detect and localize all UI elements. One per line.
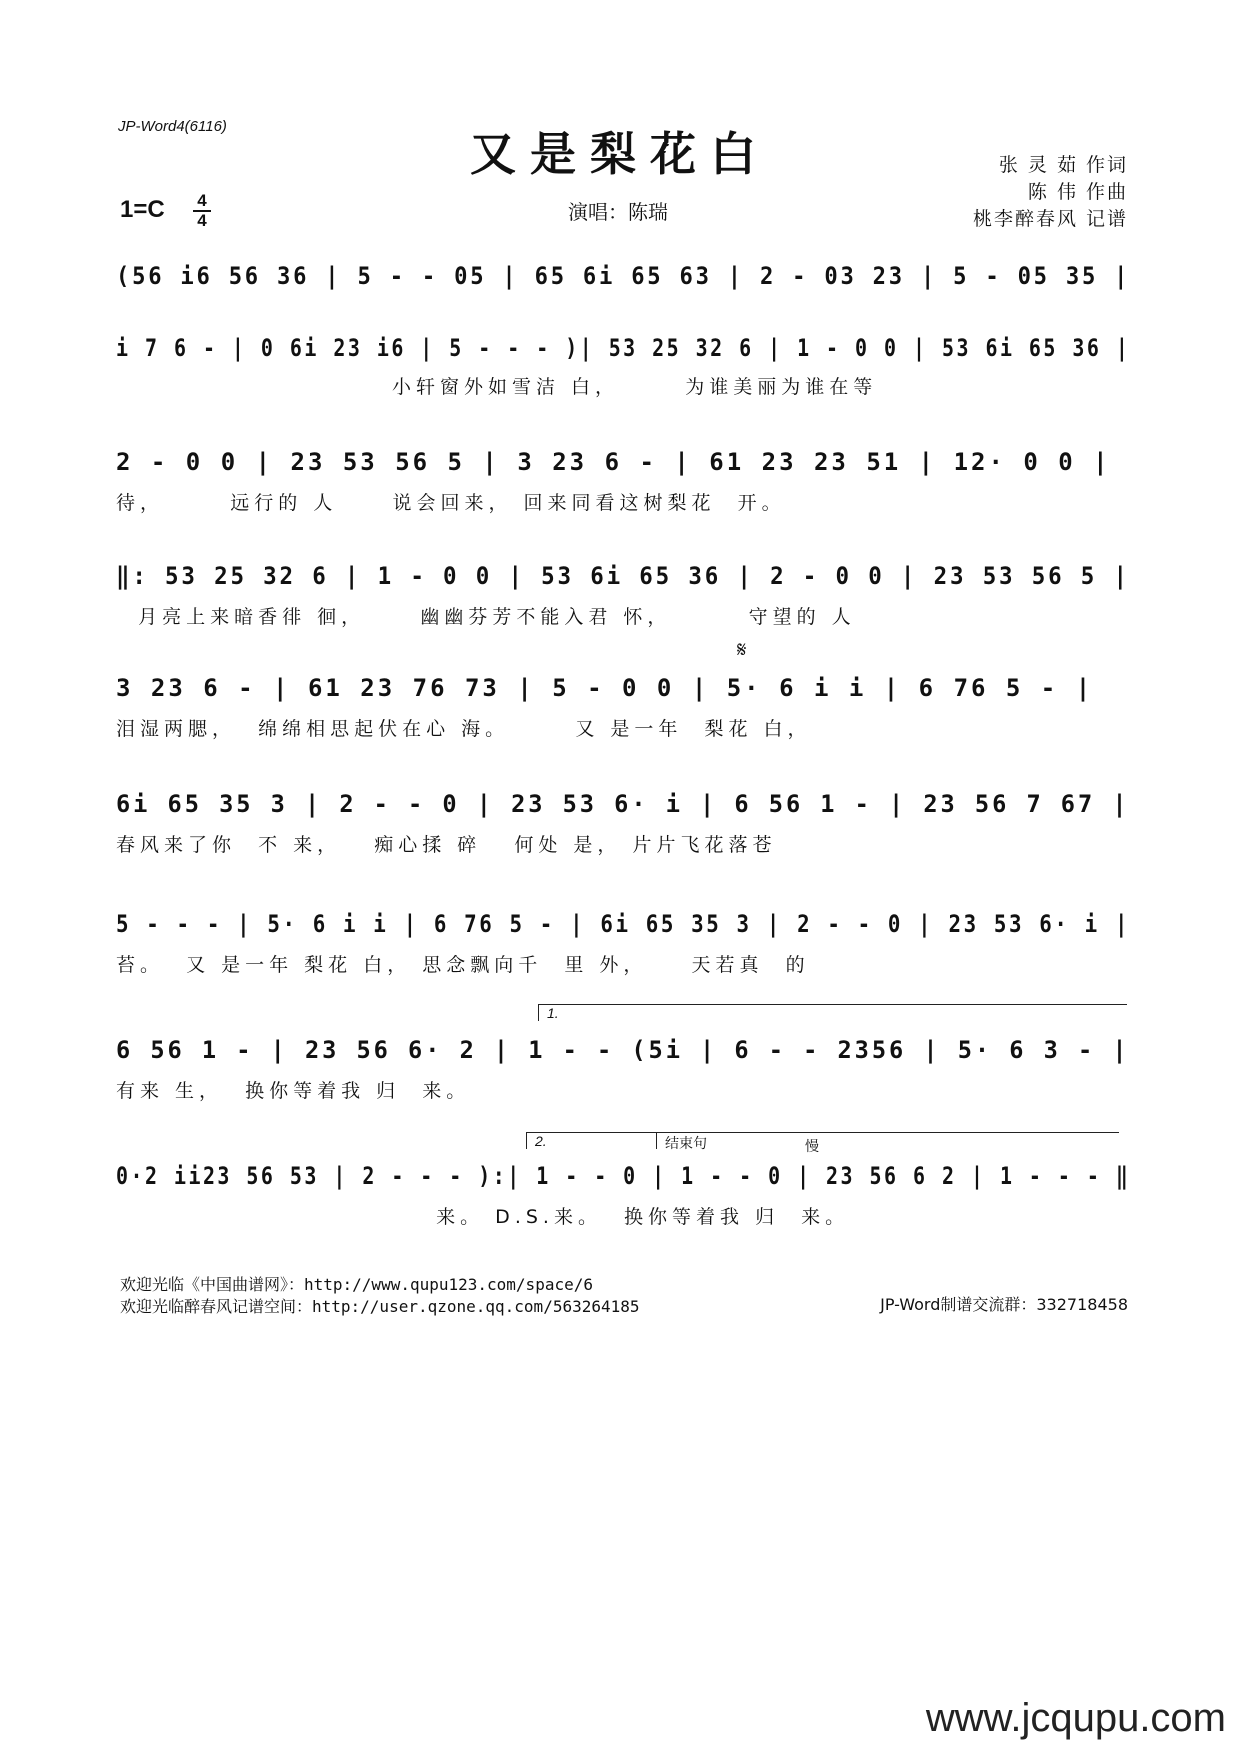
melody-line-1: (56 i6 56 36 | 5 - - 05 | 65 6i 65 63 | 2 - 03 23 | 5 - 05 35 | (116, 262, 1131, 290)
notation-row-6 (116, 790, 1130, 856)
notation-row-1 (116, 262, 1130, 302)
credits-block (973, 152, 1128, 233)
lyric-line-4: 月亮上来暗香徘 徊， 幽幽芬芳不能入君 怀， 守望的 人 (116, 606, 856, 628)
lyric-line-2: 小轩窗外如雪洁 白， 为谁美丽为谁在等 (116, 376, 878, 398)
ending-phrase-bracket (656, 1132, 1119, 1149)
notation-row-3 (116, 448, 1130, 514)
time-signature-bottom: 4 (197, 211, 207, 230)
melody-line-7: 5 - - - | 5· 6 i i | 6 76 5 - | 6i 65 35 3 | 2 - - 0 | 23 53 6· i | (116, 910, 1131, 938)
transcriber-credit: 桃李醉春风 记谱 (972, 208, 1128, 230)
notation-row-5 (116, 674, 1130, 740)
footer-link-qupu: 欢迎光临《中国曲谱网》：http://www.qupu123.com/space/6 (120, 1275, 593, 1294)
lyric-line-7: 苔。 又 是一年 梨花 白， 思念飘向千 里 外， 天若真 的 (116, 954, 810, 976)
melody-line-8: 6 56 1 - | 23 56 6· 2 | 1 - - (5i | 6 - - 2356 | 5· 6 3 - | (116, 1036, 1130, 1064)
lyric-line-9: 来。 D.S.来。 换你等着我 归 来。 (116, 1206, 850, 1228)
lyricist-credit: 张 灵 茹 作词 (998, 154, 1128, 176)
software-label: JP-Word4(6116) (118, 118, 227, 135)
notation-row-2 (116, 334, 1131, 398)
melody-line-2: i 7 6 - | 0 6i 23 i6 | 5 - - - )| 53 25 32 6 | 1 - 0 0 | 53 6i 65 36 | (116, 334, 1131, 362)
melody-line-3: 2 - 0 0 | 23 53 56 5 | 3 23 6 - | 61 23 23 51 | 12· 0 0 | (116, 448, 1111, 476)
lyric-line-8: 有来 生， 换你等着我 归 来。 (116, 1080, 471, 1102)
volta-first-ending: 1. (538, 1004, 1127, 1021)
footer-link-qzone: 欢迎光临醉春风记谱空间：http://user.qzone.qq.com/563264185 (120, 1297, 640, 1316)
lyric-line-6: 春风来了你 不 来， 痴心揉 碎 何处 是， 片片飞花落苍 (116, 834, 777, 856)
lyric-line-5: 泪湿两腮， 绵绵相思起伏在心 海。 又 是一年 梨花 白， (116, 718, 812, 740)
composer-credit: 陈 伟 作曲 (1027, 181, 1128, 203)
notation-row-4 (116, 562, 1130, 628)
singer-credit: 演唱：陈瑞 (568, 200, 668, 224)
melody-line-4: ‖: 53 25 32 6 | 1 - 0 0 | 53 6i 65 36 | 2 - 0 0 | 23 53 56 5 | (116, 562, 1130, 590)
melody-line-5: 3 23 6 - | 61 23 76 73 | 5 - 0 0 | 5· 6 i i | 6 76 5 - | (116, 674, 1094, 702)
melody-line-6: 6i 65 35 3 | 2 - - 0 | 23 53 6· i | 6 56 1 - | 23 56 7 67 | (116, 790, 1130, 818)
notation-row-7 (116, 910, 1131, 976)
site-watermark: www.jcqupu.com (925, 1696, 1226, 1740)
segno-sign: 𝄋 (737, 638, 747, 663)
notation-row-9 (116, 1162, 1131, 1228)
song-title: 又是梨花白 (470, 127, 770, 181)
ending-phrase-label: 结束句 (665, 1135, 707, 1151)
notation-row-8 (116, 1036, 1130, 1102)
lyric-line-3: 待， 远行的 人 说会回来， 回来同看这树梨花 开。 (116, 492, 786, 514)
tempo-slow-mark: 慢 (805, 1139, 819, 1155)
time-signature (192, 192, 212, 230)
melody-line-9: 0·2 ii23 56 53 | 2 - - - ):| 1 - - 0 | 1 - - 0 | 23 56 6 2 | 1 - - - ‖ (116, 1162, 1131, 1190)
footer-group: JP-Word制谱交流群：332718458 (880, 1295, 1128, 1314)
key-signature: 1=C (120, 196, 165, 223)
time-signature-top: 4 (197, 191, 207, 210)
footer-links (120, 1274, 640, 1318)
volta-second-ending: 2. (526, 1132, 657, 1149)
